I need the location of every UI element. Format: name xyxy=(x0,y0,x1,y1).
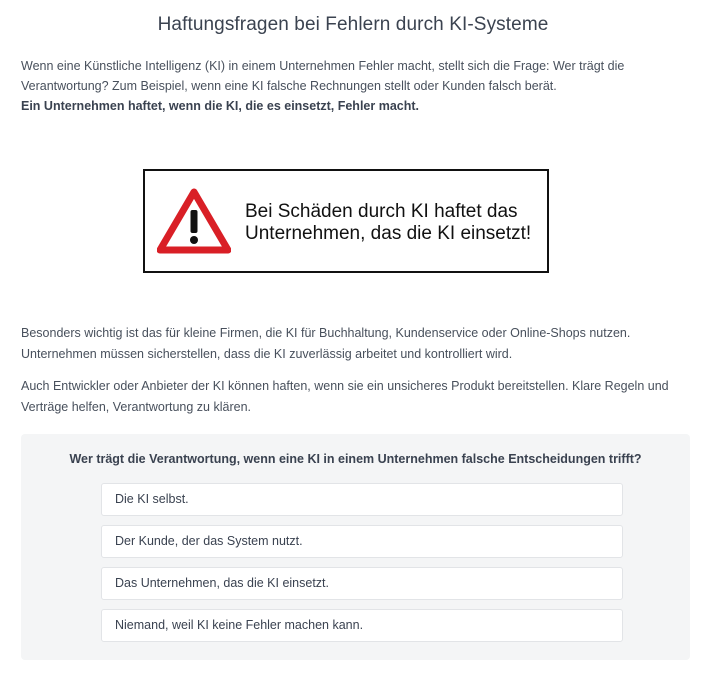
quiz-question: Wer trägt die Verantwortung, wenn eine KI in einem Unternehmen falsche Entscheidungen trifft? xyxy=(69,452,642,466)
body-paragraph-2: Auch Entwickler oder Anbieter der KI können haften, wenn sie ein unsicheres Produkt bereitstellen. Klare Regeln und Verträge helfen, Verantwortung zu klären. xyxy=(21,379,669,414)
quiz-option-2[interactable] xyxy=(101,525,623,558)
warning-banner xyxy=(143,169,549,273)
warning-triangle-icon xyxy=(157,188,231,254)
quiz-option-label: Niemand, weil KI keine Fehler machen kann. xyxy=(115,618,364,632)
quiz-options xyxy=(101,483,610,651)
warning-text xyxy=(245,201,545,245)
quiz-option-label: Die KI selbst. xyxy=(115,492,189,506)
intro-strong-text: Ein Unternehmen haftet, wenn die KI, die es einsetzt, Fehler macht. xyxy=(21,99,419,113)
quiz-option-3[interactable] xyxy=(101,567,623,600)
warning-line-2: Unternehmen, das die KI einsetzt! xyxy=(245,223,532,244)
intro-paragraph: Wenn eine Künstliche Intelligenz (KI) in einem Unternehmen Fehler macht, stellt sich die Frage: Wer trägt die Verantwortung? Zum Beispiel, wenn eine KI falsche Rechnungen stellt oder Kunden falsch berät. xyxy=(21,59,625,93)
body-paragraph-1: Besonders wichtig ist das für kleine Firmen, die KI für Buchhaltung, Kundenservice oder Online-Shops nutzen. Unternehmen müssen sicherstellen, dass die KI zuverlässig arbeitet und kontrolliert wird. xyxy=(21,326,631,361)
quiz-option-4[interactable] xyxy=(101,609,623,642)
page-title: Haftungsfragen bei Fehlern durch KI-Systeme xyxy=(157,14,549,35)
warning-line-1: Bei Schäden durch KI haftet das xyxy=(245,201,518,222)
intro-text xyxy=(21,56,681,116)
quiz-option-label: Das Unternehmen, das die KI einsetzt. xyxy=(115,576,330,590)
quiz-option-1[interactable] xyxy=(101,483,623,516)
quiz-option-label: Der Kunde, der das System nutzt. xyxy=(115,534,303,548)
quiz-panel xyxy=(21,434,690,660)
